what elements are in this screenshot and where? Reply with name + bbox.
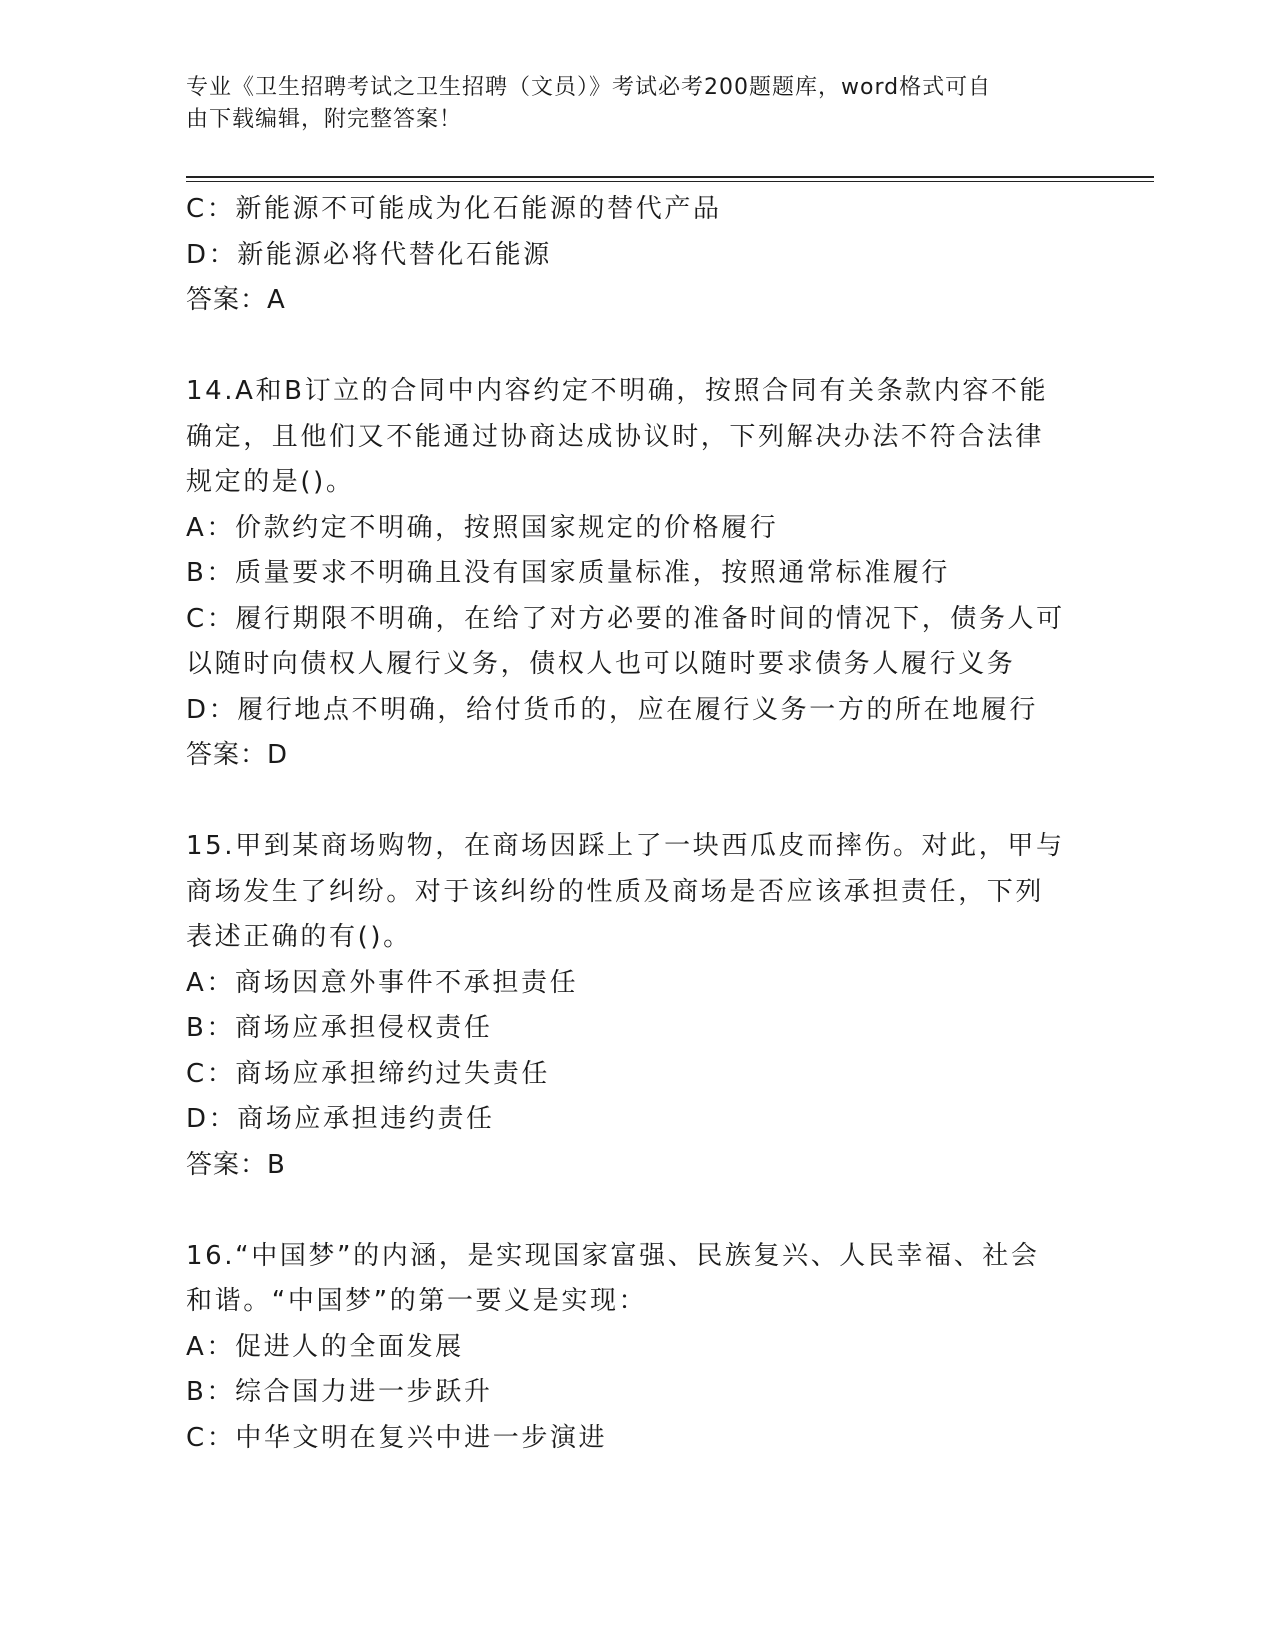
option-c: C：新能源不可能成为化石能源的替代产品 — [186, 194, 722, 224]
spacer — [186, 324, 1086, 370]
option-c-continued: 以随时向债权人履行义务，债权人也可以随时要求债务人履行义务 — [186, 649, 1016, 679]
header-divider-thin — [186, 181, 1154, 182]
option-a: A：商场因意外事件不承担责任 — [186, 967, 579, 998]
question-stem-line: 规定的是()。 — [186, 467, 355, 497]
question-16 — [186, 1234, 1086, 1462]
question-stem-line: 16.“中国梦”的内涵，是实现国家富强、民族复兴、人民幸福、社会 — [186, 1240, 1040, 1271]
question-15 — [186, 824, 1086, 1188]
option-b: B：质量要求不明确且没有国家质量标准，按照通常标准履行 — [186, 558, 951, 588]
option-b: B：商场应承担侵权责任 — [186, 1013, 493, 1043]
question-content — [186, 187, 1086, 1461]
page-header — [186, 72, 1086, 136]
question-14 — [186, 369, 1086, 779]
header-line-2: 由下载编辑，附完整答案！ — [186, 107, 463, 132]
option-c: C：履行期限不明确，在给了对方必要的准备时间的情况下，债务人可 — [186, 603, 1065, 634]
question-stem-line: 确定，且他们又不能通过协商达成协议时，下列解决办法不符合法律 — [186, 421, 1045, 452]
answer-line: 答案：D — [186, 740, 289, 770]
question-stem-line: 14.A和B订立的合同中内容约定不明确，按照合同有关条款内容不能 — [186, 376, 1049, 406]
option-b: B：综合国力进一步跃升 — [186, 1377, 493, 1407]
option-d: D：商场应承担违约责任 — [186, 1104, 495, 1134]
question-stem-line: 表述正确的有()。 — [186, 922, 412, 952]
header-divider-thick — [186, 176, 1154, 178]
option-a: A：价款约定不明确，按照国家规定的价格履行 — [186, 512, 779, 543]
question-stem-line: 15.甲到某商场购物，在商场因踩上了一块西瓜皮而摔伤。对此，甲与 — [186, 831, 1065, 861]
option-c: C：中华文明在复兴中进一步演进 — [186, 1422, 608, 1453]
option-c: C：商场应承担缔约过失责任 — [186, 1058, 550, 1089]
option-d: D：新能源必将代替化石能源 — [186, 239, 552, 270]
question-stem-line: 和谐。“中国梦”的第一要义是实现： — [186, 1286, 648, 1316]
option-d: D：履行地点不明确，给付货币的，应在履行义务一方的所在地履行 — [186, 694, 1039, 725]
spacer — [186, 779, 1086, 825]
answer-line: 答案：A — [186, 285, 286, 315]
question-stem-line: 商场发生了纠纷。对于该纠纷的性质及商场是否应该承担责任，下列 — [186, 876, 1045, 907]
option-a: A：促进人的全面发展 — [186, 1331, 464, 1362]
header-line-1: 专业《卫生招聘考试之卫生招聘（文员）》考试必考200题题库，word格式可自 — [186, 75, 992, 100]
spacer — [186, 1188, 1086, 1234]
answer-line: 答案：B — [186, 1149, 286, 1180]
question-13-tail — [186, 187, 1086, 324]
